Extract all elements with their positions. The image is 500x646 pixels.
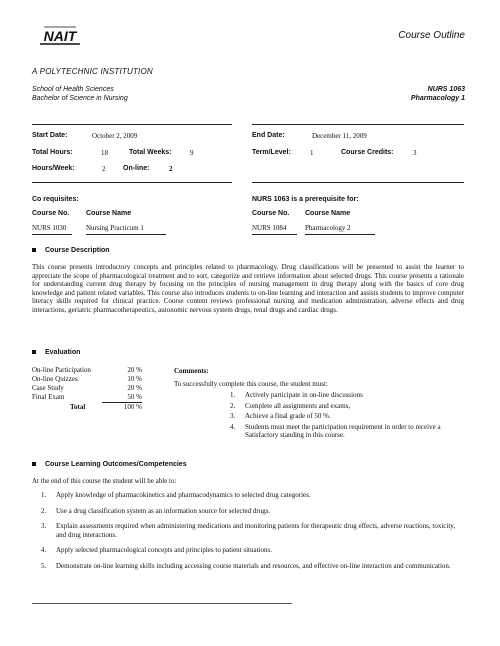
evaluation-row	[32, 393, 142, 403]
end-date-value: December 11, 2009	[312, 132, 367, 140]
term-label: Term/Level:	[252, 149, 291, 156]
divider-left-2	[32, 182, 232, 183]
comment-item-text: Achieve a final grade of 50 %.	[245, 412, 331, 420]
comment-item	[230, 412, 462, 421]
evaluation-row	[32, 375, 142, 384]
start-date-label: Start Date:	[32, 132, 68, 139]
section-bullet-icon	[32, 350, 36, 354]
description-heading: Course Description	[32, 247, 110, 254]
course-title: Pharmacology 1	[410, 95, 465, 102]
logo-wordmark: NAIT	[43, 28, 77, 44]
evaluation-item-label: On-line Quizzes	[32, 375, 78, 383]
comment-item-text: Students must meet the participation requirement in order to receive a Satisfactory standing in this course.	[245, 422, 441, 439]
comments-heading: Comments:	[174, 367, 209, 375]
outcomes-list	[41, 491, 461, 577]
hours-week-value: 2	[102, 165, 106, 173]
online-value: 2	[169, 165, 173, 173]
institution-logo	[38, 24, 82, 50]
evaluation-table	[32, 366, 142, 412]
evaluation-item-pct: 50 %	[127, 393, 142, 401]
total-weeks-label: Total Weeks:	[129, 149, 172, 156]
coreq-col-name: Course Name	[86, 210, 132, 217]
comment-item	[230, 402, 462, 411]
credits-label: Course Credits:	[341, 149, 394, 156]
section-bullet-icon	[32, 248, 36, 252]
outcome-item-number: 2.	[41, 506, 47, 515]
underline-1	[32, 234, 72, 235]
outcome-item-text: Apply selected pharmacological concepts and principles to patient situations.	[56, 546, 272, 554]
prereq-col-no: Course No.	[252, 210, 290, 217]
evaluation-item-pct: 10 %	[127, 375, 142, 383]
evaluation-total-label: Total	[70, 402, 86, 411]
comment-item-number: 2.	[230, 401, 236, 410]
prereq-col-name: Course Name	[305, 210, 351, 217]
prereq-course-no: NURS 1084	[252, 224, 287, 232]
divider-right-2	[252, 182, 464, 183]
course-id-block	[411, 85, 465, 103]
evaluation-total-pct: 100 %	[102, 403, 142, 413]
total-hours-label: Total Hours:	[32, 149, 73, 156]
outcome-item-number: 4.	[41, 546, 47, 554]
hours-week-label: Hours/Week:	[32, 165, 75, 172]
prereq-course-name: Pharmacology 2	[305, 224, 351, 232]
document-title: Course Outline	[398, 30, 465, 41]
comment-item-text: Actively participate in on-line discussions	[245, 391, 363, 399]
comment-item-number: 4.	[230, 422, 236, 431]
evaluation-total-row	[32, 403, 142, 413]
section-bullet-icon	[32, 462, 36, 466]
coreq-course-no: NURS 1030	[32, 224, 67, 232]
outcome-item	[41, 522, 461, 539]
online-label: On-line:	[123, 165, 150, 172]
outcome-item-text: Use a drug classification system as an information source for selected drugs.	[56, 506, 271, 515]
credits-value: 3	[413, 149, 417, 157]
course-code: NURS 1063	[427, 86, 465, 93]
outcomes-heading: Course Learning Outcomes/Competencies	[32, 461, 187, 468]
outcome-item-text: Apply knowledge of pharmacokinetics and pharmacodynamics to selected drug categories.	[56, 491, 311, 499]
comment-item-number: 3.	[230, 412, 236, 420]
school-block	[32, 85, 128, 103]
evaluation-item-label: On-line Participation	[32, 366, 91, 374]
underline-4	[305, 234, 375, 235]
underline-2	[86, 234, 166, 235]
program-name: Bachelor of Science in Nursing	[32, 95, 128, 102]
comments-intro: To successfully complete this course, the student must:	[174, 380, 328, 388]
divider-left	[32, 124, 232, 125]
coreq-course-name: Nursing Practicum 1	[86, 224, 144, 232]
prereq-heading: NURS 1063 is a prerequisite for:	[252, 196, 359, 203]
institution-tagline: A POLYTECHNIC INSTITUTION	[32, 67, 153, 76]
end-date-label: End Date:	[252, 132, 285, 139]
evaluation-row	[32, 384, 142, 393]
evaluation-item-label: Final Exam	[32, 393, 65, 401]
outcome-item	[41, 507, 461, 516]
evaluation-item-pct: 20 %	[127, 366, 142, 374]
comment-item-text: Complete all assignments and exams,	[245, 401, 351, 410]
evaluation-row	[32, 366, 142, 375]
comment-item	[230, 423, 462, 440]
outcomes-intro: At the end of this course the student will be able to:	[32, 477, 177, 485]
comment-item	[230, 391, 462, 400]
coreq-col-no: Course No.	[32, 210, 70, 217]
outcome-item	[41, 491, 461, 500]
outcome-item-number: 5.	[41, 561, 47, 570]
school-name: School of Health Sciences	[32, 86, 114, 93]
outcome-item	[41, 562, 461, 571]
start-date-value: October 2, 2009	[92, 132, 138, 140]
total-weeks-value: 9	[190, 149, 194, 157]
outcome-item-text: Demonstrate on-line learning skills including accessing course materials and resources, and effective on-line interaction and communication.	[56, 561, 451, 570]
total-hours-value: 18	[101, 149, 108, 157]
comments-list	[230, 391, 462, 442]
evaluation-item-label: Case Study	[32, 384, 64, 392]
comment-item-number: 1.	[230, 391, 236, 399]
underline-3	[252, 234, 297, 235]
outcome-item-text: Explain assessments required when administering medications and monitoring patients for therapeutic drug effects, adverse reactions, toxicity, and drug interactions.	[56, 522, 456, 539]
term-value: 1	[310, 149, 314, 157]
outcome-item-number: 3.	[41, 522, 47, 530]
outcome-item-number: 1.	[41, 491, 47, 499]
evaluation-item-pct: 20 %	[127, 384, 142, 392]
footer-rule	[32, 603, 292, 604]
description-text: This course presents introductory concepts and principles related to pharmacology. Drug classifications will be presented to assist the learner to appreciate the scope of pharmacological treatment and to sort, categorize and retrieve information about selected drugs. This course presents a rationale for understanding current drug therapy by focusing on the principles of nursing management in drug therapy along with the basics of core drug knowledge and patient related variables. This course also introduces students to on-line learning and interaction and assists students to improve computer literacy skills required for clinical practice. Course content reviews professional nursing and medication administration, adverse effects and drug interactions, geriatric pharmacotherapeutics, autonomic nervous system drugs, renal drugs and cardiac drugs.	[32, 263, 464, 314]
divider-right	[252, 124, 464, 125]
evaluation-heading: Evaluation	[32, 349, 80, 356]
coreq-heading: Co requisites:	[32, 196, 79, 203]
outcome-item	[41, 546, 461, 555]
